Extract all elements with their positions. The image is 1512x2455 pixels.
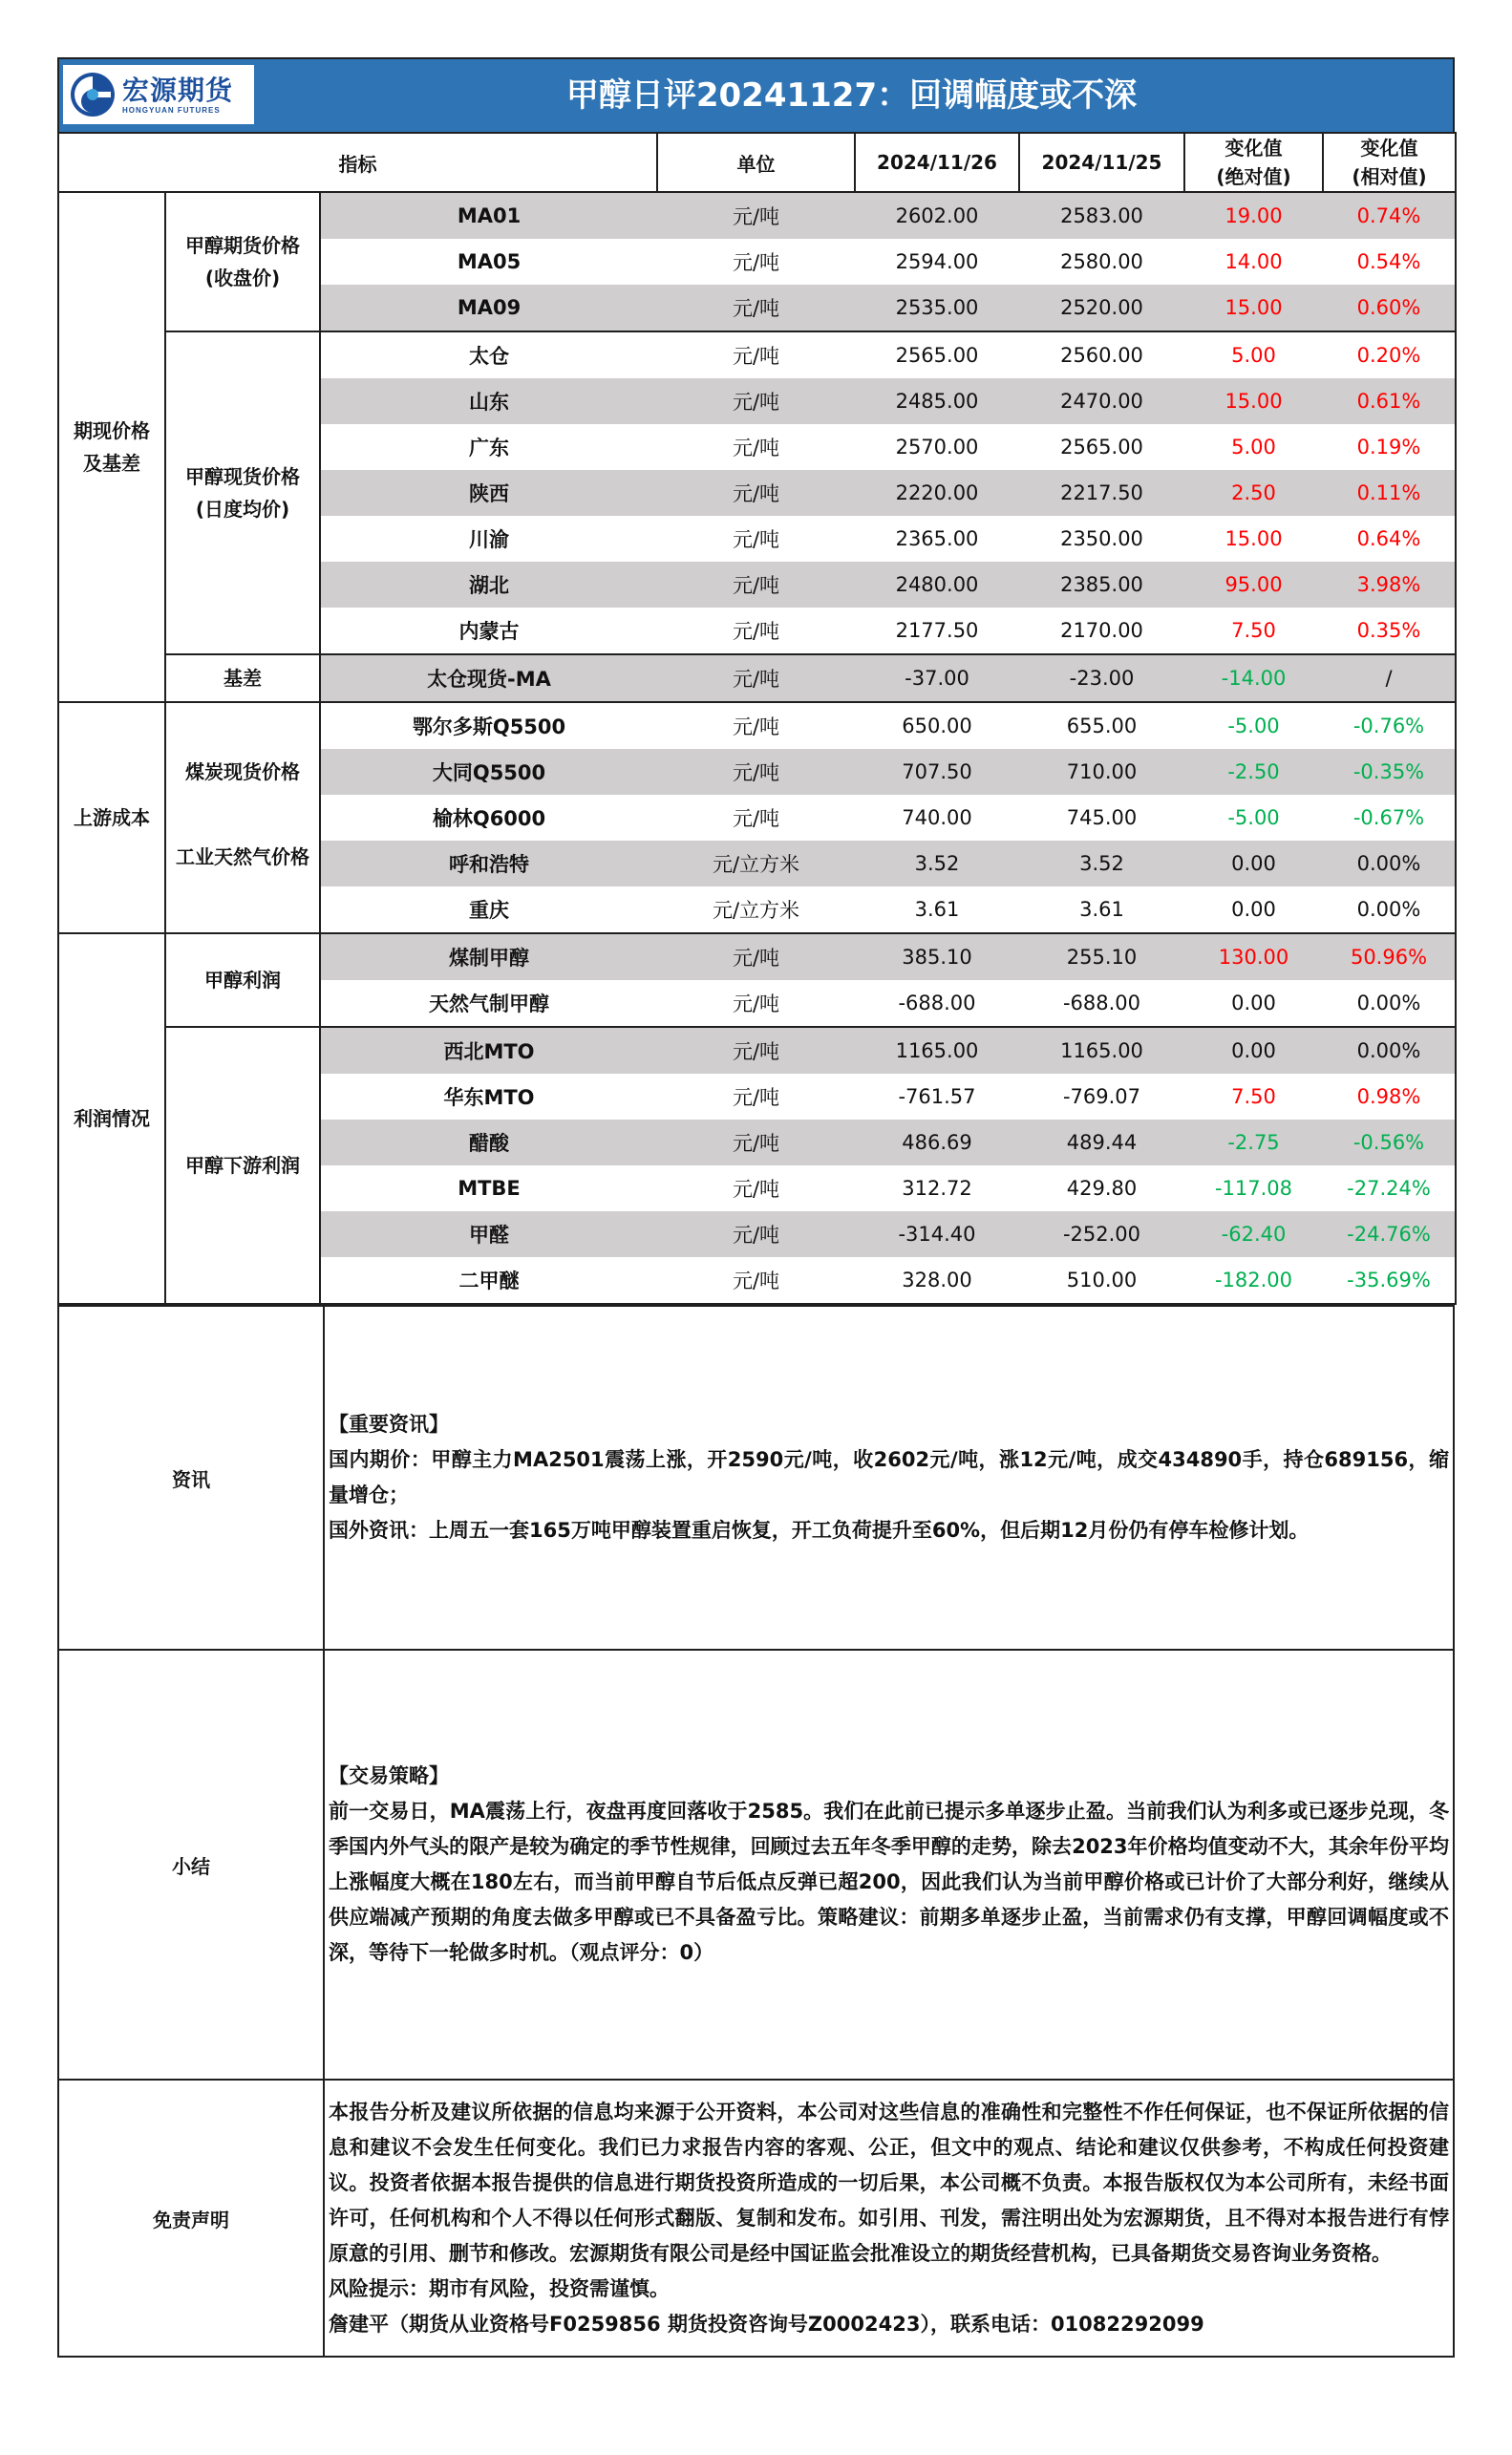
value-date2: 2470.00	[1019, 378, 1184, 424]
indicator-name: 呼和浩特	[320, 841, 657, 886]
value-date1: -761.57	[898, 1085, 976, 1108]
rel-change: -0.76%	[1323, 702, 1456, 749]
rel-change: 0.64%	[1323, 516, 1456, 562]
header-date2: 2024/11/25	[1019, 133, 1184, 192]
news-heading: 【重要资讯】	[329, 1413, 449, 1436]
rel-change: -27.24%	[1323, 1165, 1456, 1211]
indicator-name: 太仓现货-MA	[320, 654, 657, 702]
indicator-name: 煤制甲醇	[320, 933, 657, 980]
disclaimer-section	[58, 2080, 1454, 2357]
value-date1: 2565.00	[895, 344, 979, 367]
unit-cell: 元/吨	[657, 608, 855, 654]
unit-cell: 元/吨	[657, 562, 855, 608]
value-date2: 1165.00	[1019, 1027, 1184, 1074]
value-date2: 2583.00	[1019, 192, 1184, 239]
rel-change: 0.00%	[1323, 886, 1456, 933]
logo-chinese-text: 宏源期货	[122, 74, 234, 106]
indicator-name: 醋酸	[320, 1120, 657, 1165]
value-date1: 2535.00	[855, 285, 1019, 331]
indicator-name: 太仓	[469, 345, 509, 368]
value-date2: 2520.00	[1019, 285, 1184, 331]
group-downstream-profit: 甲醇下游利润	[165, 1027, 320, 1304]
table-row	[58, 1027, 1456, 1074]
group-futures-spot: 期现价格 及基差	[58, 192, 165, 702]
abs-change: 2.50	[1184, 470, 1323, 516]
news-body	[324, 1306, 1454, 1650]
rel-change: 0.00%	[1323, 841, 1456, 886]
abs-change: 5.00	[1231, 436, 1276, 459]
value-date2: 2580.00	[1060, 250, 1143, 273]
table-body	[58, 192, 1456, 1304]
value-date1: 2570.00	[895, 436, 979, 459]
value-date1: 385.10	[855, 933, 1019, 980]
summary-label: 小结	[58, 1650, 324, 2080]
abs-change: 0.00	[1184, 1027, 1323, 1074]
value-date1: -37.00	[855, 654, 1019, 702]
abs-change: -5.00	[1227, 715, 1280, 737]
table-row	[58, 933, 1456, 980]
value-date1: 650.00	[902, 715, 972, 737]
summary-body	[324, 1650, 1454, 2080]
value-date2: 2217.50	[1019, 470, 1184, 516]
abs-change: 15.00	[1184, 378, 1323, 424]
value-date1: 328.00	[855, 1257, 1019, 1304]
abs-change: 0.00	[1184, 886, 1323, 933]
abs-change: -182.00	[1184, 1257, 1323, 1304]
value-date2: 489.44	[1019, 1120, 1184, 1165]
value-date2: 710.00	[1019, 749, 1184, 795]
value-date2: -23.00	[1019, 654, 1184, 702]
abs-change: -5.00	[1227, 806, 1280, 829]
unit-cell: 元/吨	[732, 807, 780, 830]
title-bar	[57, 57, 1455, 132]
rel-change: 0.00%	[1323, 980, 1456, 1027]
unit-cell: 元/吨	[732, 1178, 780, 1201]
indicator-name: 榆林Q6000	[432, 807, 546, 830]
unit-cell: 元/吨	[732, 345, 780, 368]
header-abs-change: 变化值 (绝对值)	[1184, 133, 1323, 192]
value-date1: 2177.50	[855, 608, 1019, 654]
value-date1: 2485.00	[855, 378, 1019, 424]
value-date1: 2594.00	[895, 250, 979, 273]
indicator-table	[57, 132, 1457, 1305]
indicator-name: MA01	[320, 192, 657, 239]
indicator-name: 大同Q5500	[320, 749, 657, 795]
abs-change: -14.00	[1184, 654, 1323, 702]
abs-change: -117.08	[1214, 1177, 1293, 1200]
value-date2: 2385.00	[1019, 562, 1184, 608]
value-date2: 655.00	[1066, 715, 1138, 737]
abs-change: -2.50	[1184, 749, 1323, 795]
value-date1: 2602.00	[855, 192, 1019, 239]
unit-cell: 元/吨	[657, 654, 855, 702]
group-spot-price: 甲醇现货价格 (日度均价)	[165, 331, 320, 654]
summary-text: 前一交易日，MA震荡上行，夜盘再度回落收于2585。我们在此前已提示多单逐步止盈。当前我们认为利多或已逐步兑现，冬季国内外气头的限产是较为确定的季节性规律，回顾过去五年冬季甲醇的走势，除去2023年价格均值变动不大，其余年份平均上涨幅度大概在180左右，而当前甲醇自节后低点反弹已超200，因此我们认为当前甲醇价格或已计价了大部分利好，继续从供应端减产预期的角度去做多甲醇或已不具备盈亏比。策略建议：前期多单逐步止盈，当前需求仍有支撑，甲醇回调幅度或不深，等待下一轮做多时机。（观点评分：0）	[329, 1800, 1449, 1964]
rel-change: 0.00%	[1323, 1027, 1456, 1074]
rel-change: 50.96%	[1323, 933, 1456, 980]
news-foreign: 国外资讯：上周五一套165万吨甲醇装置重启恢复，开工负荷提升至60%，但后期12月份仍有停车检修计划。	[329, 1519, 1310, 1542]
rel-change: 0.61%	[1323, 378, 1456, 424]
indicator-name: 重庆	[320, 886, 657, 933]
table-header-row	[58, 133, 1456, 192]
rel-change: 0.19%	[1323, 424, 1456, 470]
indicator-name: 二甲醚	[320, 1257, 657, 1304]
value-date2: 429.80	[1066, 1177, 1138, 1200]
value-date2: 2560.00	[1060, 344, 1143, 367]
value-date2: -688.00	[1019, 980, 1184, 1027]
group-coal-price: 煤炭现货价格	[165, 702, 320, 841]
value-date1: 312.72	[902, 1177, 972, 1200]
rel-change: /	[1323, 654, 1456, 702]
value-date2: -769.07	[1062, 1085, 1141, 1108]
value-date1: 2365.00	[895, 527, 979, 550]
unit-cell: 元/吨	[657, 1027, 855, 1074]
disclaimer-body	[324, 2080, 1454, 2357]
news-label: 资讯	[58, 1306, 324, 1650]
value-date2: 745.00	[1066, 806, 1138, 829]
unit-cell: 元/吨	[732, 1086, 780, 1109]
unit-cell: 元/吨	[657, 192, 855, 239]
rel-change: 0.11%	[1323, 470, 1456, 516]
value-date1: -314.40	[855, 1211, 1019, 1257]
rel-change: 0.20%	[1323, 331, 1456, 378]
hongyuan-logo-icon	[69, 71, 117, 118]
value-date1: -688.00	[855, 980, 1019, 1027]
unit-cell: 元/吨	[657, 470, 855, 516]
indicator-name: 川渝	[469, 528, 509, 551]
rel-change: 0.60%	[1323, 285, 1456, 331]
value-date1: 3.52	[855, 841, 1019, 886]
indicator-name: MA05	[457, 250, 522, 273]
unit-cell: 元/吨	[732, 528, 780, 551]
summary-heading: 【交易策略】	[329, 1764, 449, 1787]
indicator-name: 甲醛	[320, 1211, 657, 1257]
abs-change: 5.00	[1231, 344, 1276, 367]
header-unit: 单位	[657, 133, 855, 192]
rel-change: -0.56%	[1323, 1120, 1456, 1165]
report-title: 甲醇日评20241127：回调幅度或不深	[565, 76, 1138, 115]
unit-cell: 元/吨	[657, 749, 855, 795]
abs-change: 15.00	[1225, 527, 1283, 550]
header-indicator: 指标	[58, 133, 657, 192]
indicator-name: 广东	[469, 437, 509, 459]
group-gas-price: 工业天然气价格	[165, 841, 320, 933]
group-profit: 利润情况	[58, 933, 165, 1304]
abs-change: 130.00	[1184, 933, 1323, 980]
abs-change: 14.00	[1225, 250, 1283, 273]
value-date2: 2565.00	[1060, 436, 1143, 459]
unit-cell: 元/吨	[657, 1120, 855, 1165]
abs-change: 95.00	[1184, 562, 1323, 608]
rel-change: -0.35%	[1323, 749, 1456, 795]
rel-change: -35.69%	[1323, 1257, 1456, 1304]
rel-change: -24.76%	[1323, 1211, 1456, 1257]
rel-change: 3.98%	[1323, 562, 1456, 608]
value-date1: 3.61	[855, 886, 1019, 933]
indicator-name: 西北MTO	[320, 1027, 657, 1074]
indicator-name: 天然气制甲醇	[320, 980, 657, 1027]
value-date1: 2220.00	[855, 470, 1019, 516]
table-row	[58, 654, 1456, 702]
disclaimer-text: 本报告分析及建议所依据的信息均来源于公开资料，本公司对这些信息的准确性和完整性不作任何保证，也不保证所依据的信息和建议不会发生任何变化。我们已力求报告内容的客观、公正，但文中的观点、结论和建议仅供参考，不构成任何投资建议。投资者依据本报告提供的信息进行期货投资所造成的一切后果，本公司概不负责。本报告版权仅为本公司所有，未经书面许可，任何机构和个人不得以任何形式翻版、复制和发布。如引用、刊发，需注明出处为宏源期货，且不得对本报告进行有悖原意的引用、删节和修改。宏源期货有限公司是经中国证监会批准设立的期货经营机构，已具备期货交易咨询业务资格。	[329, 2100, 1449, 2265]
table-row	[58, 331, 1456, 378]
indicator-name: 陕西	[320, 470, 657, 516]
unit-cell: 元/吨	[657, 378, 855, 424]
group-basis: 基差	[165, 654, 320, 702]
indicator-name: 内蒙古	[320, 608, 657, 654]
unit-cell: 元/吨	[657, 1211, 855, 1257]
risk-notice: 风险提示：期市有风险，投资需谨慎。	[329, 2276, 670, 2300]
group-methanol-profit: 甲醇利润	[165, 933, 320, 1027]
disclaimer-label: 免责声明	[58, 2080, 324, 2357]
unit-cell: 元/吨	[732, 715, 780, 738]
rel-change: 0.54%	[1323, 239, 1456, 285]
value-date2: 510.00	[1019, 1257, 1184, 1304]
indicator-name: 鄂尔多斯Q5500	[412, 715, 566, 738]
indicator-name: MA09	[320, 285, 657, 331]
value-date1: 486.69	[855, 1120, 1019, 1165]
value-date2: 255.10	[1019, 933, 1184, 980]
unit-cell: 元/吨	[657, 1257, 855, 1304]
value-date1: 1165.00	[855, 1027, 1019, 1074]
summary-section	[58, 1650, 1454, 2080]
value-date1: 707.50	[855, 749, 1019, 795]
unit-cell: 元/立方米	[657, 841, 855, 886]
abs-change: 7.50	[1184, 608, 1323, 654]
commentary-table	[57, 1305, 1455, 2358]
table-row	[58, 841, 1456, 886]
value-date1: 2480.00	[855, 562, 1019, 608]
unit-cell: 元/吨	[657, 285, 855, 331]
indicator-name: 山东	[320, 378, 657, 424]
value-date1: 740.00	[902, 806, 972, 829]
abs-change: 0.00	[1184, 841, 1323, 886]
news-domestic: 国内期价：甲醇主力MA2501震荡上涨，开2590元/吨，收2602元/吨，涨12元/吨，成交434890手，持仓689156，缩量增仓；	[329, 1448, 1449, 1506]
abs-change: 0.00	[1184, 980, 1323, 1027]
abs-change: -62.40	[1184, 1211, 1323, 1257]
value-date2: -252.00	[1019, 1211, 1184, 1257]
group-futures-price: 甲醇期货价格 (收盘价)	[165, 192, 320, 331]
unit-cell: 元/立方米	[657, 886, 855, 933]
logo-english-text: HONGYUAN FUTURES	[122, 105, 221, 115]
value-date2: 3.61	[1019, 886, 1184, 933]
value-date2: 2170.00	[1019, 608, 1184, 654]
table-row	[58, 192, 1456, 239]
news-section	[58, 1306, 1454, 1650]
report-sheet	[57, 57, 1455, 2358]
header-rel-change: 变化值 (相对值)	[1323, 133, 1456, 192]
author-info: 詹建平（期货从业资格号F0259856 期货投资咨询号Z0002423），联系电话：01082292099	[329, 2312, 1204, 2336]
rel-change: 0.35%	[1323, 608, 1456, 654]
unit-cell: 元/吨	[732, 437, 780, 459]
abs-change: 19.00	[1184, 192, 1323, 239]
header-date1: 2024/11/26	[855, 133, 1019, 192]
group-upstream: 上游成本	[58, 702, 165, 933]
value-date2: 2350.00	[1060, 527, 1143, 550]
abs-change: -2.75	[1184, 1120, 1323, 1165]
abs-change: 7.50	[1231, 1085, 1276, 1108]
indicator-name: 华东MTO	[443, 1086, 535, 1109]
rel-change: 0.98%	[1323, 1074, 1456, 1120]
indicator-name: MTBE	[458, 1177, 521, 1200]
value-date2: 3.52	[1019, 841, 1184, 886]
rel-change: 0.74%	[1323, 192, 1456, 239]
table-row	[58, 702, 1456, 749]
unit-cell: 元/吨	[657, 933, 855, 980]
indicator-name: 湖北	[320, 562, 657, 608]
rel-change: -0.67%	[1323, 795, 1456, 841]
unit-cell: 元/吨	[732, 251, 780, 274]
abs-change: 15.00	[1184, 285, 1323, 331]
company-logo	[63, 65, 254, 124]
unit-cell: 元/吨	[657, 980, 855, 1027]
